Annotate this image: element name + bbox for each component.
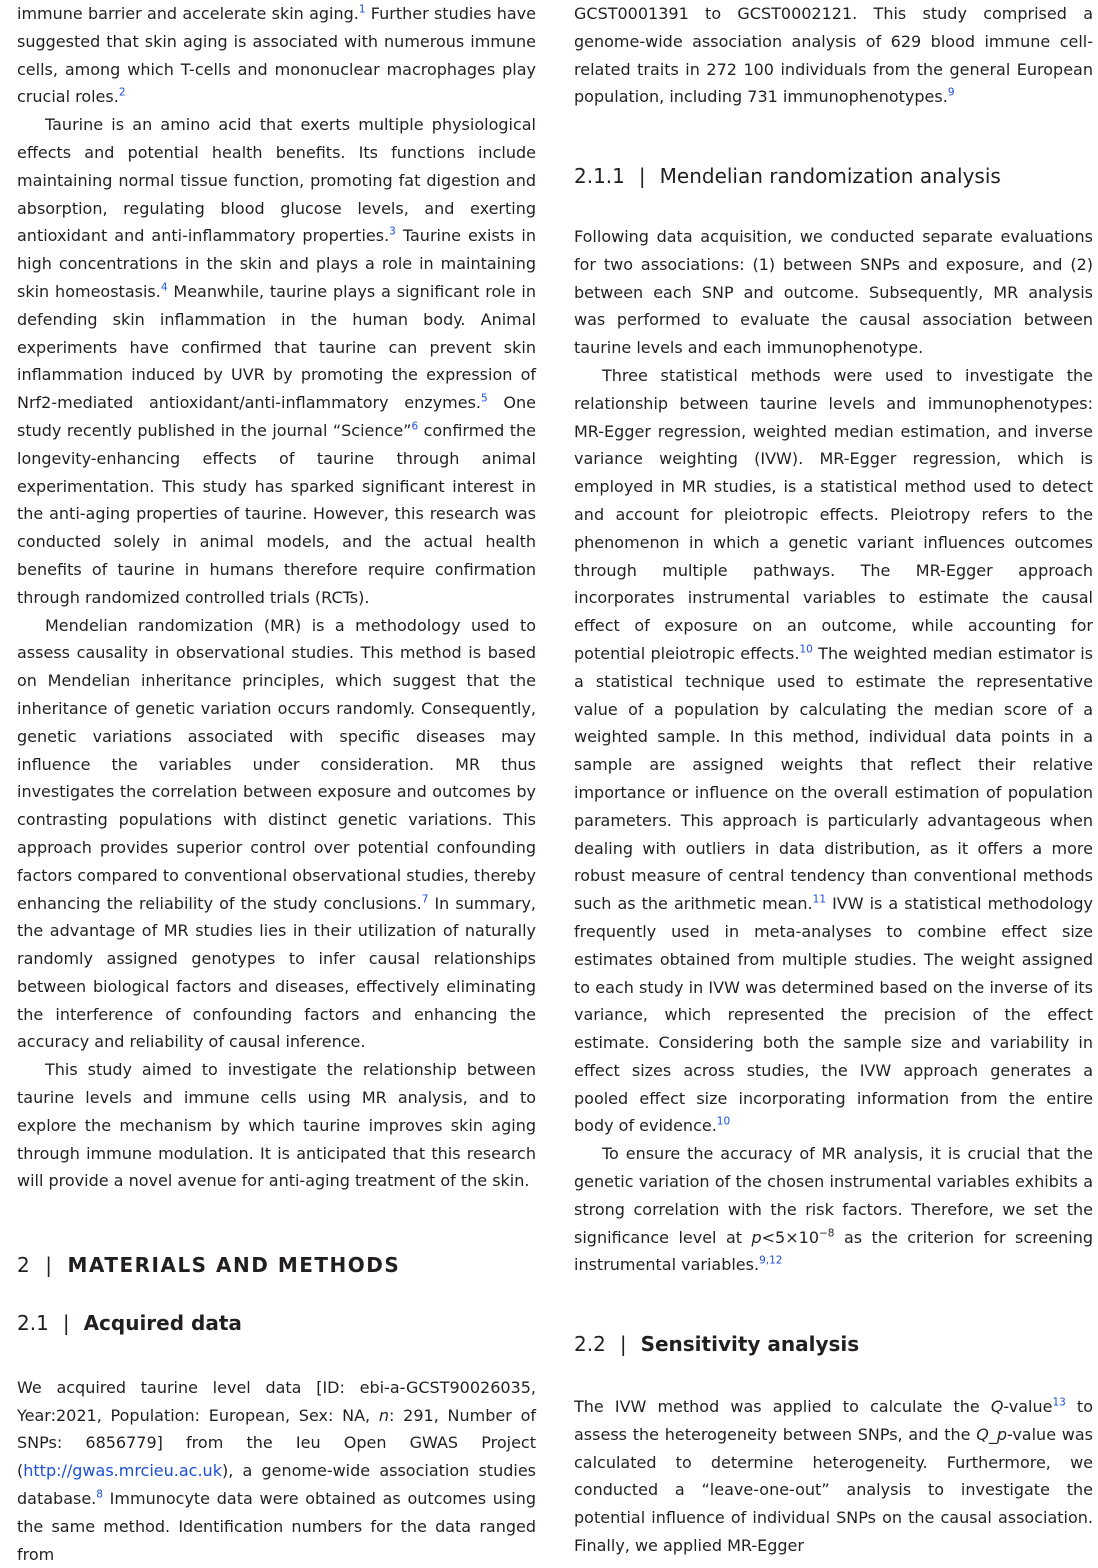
citation-link[interactable]: 8 [96, 1488, 103, 1501]
citation-link[interactable]: 11 [812, 893, 827, 906]
section-heading: 2 | MATERIALS AND METHODS [17, 1253, 401, 1278]
citation-link[interactable]: 3 [389, 226, 396, 239]
citation-link[interactable]: 1 [358, 3, 366, 16]
paragraph: This study aimed to investigate the relationship between taurine levels and immune cells using MR analysis, and to explore the mechanism by which taurine improves skin aging through immune modulation. It is anticipated that this research will provide a novel avenue for anti-aging treatment of the skin. [17, 1060, 536, 1191]
citation-link[interactable]: 4 [160, 281, 168, 294]
paragraph: Mendelian randomization (MR) is a methodology used to assess causality in observational studies. This method is based on Mendelian inheritance principles, which suggest that the inheritance of genetic variation occurs randomly. Consequently, genetic variations associated with specific diseases may influence the variables under consideration. MR thus investigates the correlation between exposure and outcomes by contrasting populations with distinct genetic variations. This approach provides superior control over potential confounding factors compared to conventional observational studies, thereby enhancing the reliability of the study conclusions.$^7$ In summary, the advantage of MR studies lies in their utilization of naturally randomly assigned genotypes to infer causal relationships between biological factors and diseases, effectively eliminating the interference of confounding factors and enhancing the accuracy and reliability of causal inference. [17, 615, 536, 1052]
subsection-heading: 2.2 | Sensitivity analysis [574, 1332, 860, 1357]
paragraph: To ensure the accuracy of MR analysis, it is crucial that the genetic variation of the chosen instrumental variables exhibits a strong correlation with the risk factors. Therefore, we set the significance level at $p<5\times 10^{-8}$ as the criterion for screening instrumental variables.$^{9,12}$ [574, 1144, 1093, 1275]
paragraph: The IVW method was applied to calculate the Q-value$^{13}$ to assess the heterogeneity between SNPs, and the Q_p-value was calculated to determine heterogeneity. Furthermore, we conducted a “leave-one-out” analysis to investigate the potential influence of individual SNPs on the causal association. Finally, we applied MR-Egger [574, 1396, 1094, 1556]
citation-link[interactable]: 9 [947, 87, 955, 100]
citation-link[interactable]: 7 [421, 893, 429, 906]
citation-link[interactable]: 10 [716, 1116, 731, 1129]
paragraph: Following data acquisition, we conducted separate evaluations for two associations: (1) between SNPs and exposure, and (2) between each SNP and outcome. Subsequently, MR analysis was performed to evaluate the causal association between taurine levels and each immunophenotype. [574, 226, 1093, 358]
citation-link[interactable]: 6 [411, 420, 419, 433]
subsubsection-heading: 2.1.1 | Mendelian randomization analysis [574, 164, 1001, 189]
citation-link[interactable]: 10 [799, 643, 813, 656]
right-column [574, 0, 1093, 1560]
external-link[interactable]: http://gwas.mrcieu.ac.uk [23, 1461, 222, 1481]
paragraph: Three statistical methods were used to investigate the relationship between taurine levels and immunophenotypes: MR-Egger regression, weighted median estimation, and inverse variance weighting (IVW). MR-Egger regression, which is employed in MR studies, is a statistical method used to detect and account for pleiotropic effects. Pleiotropy refers to the phenomenon in which a genetic variant influences outcomes through multiple pathways. The MR-Egger approach incorporates instrumental variables to estimate the causal effect of exposure on an outcome, while accounting for potential pleiotropic effects.$^{10}$ The weighted median estimator is a statistical technique used to estimate the representative value of a population by calculating the median score of a weighted sample. In this method, individual data points in a sample are assigned weights that reflect their relative importance or influence on the overall estimation of population parameters. This approach is particularly advantageous when dealing with outliers in data distribution, as it offers a more robust measure of central tendency than conventional methods such as the arithmetic mean.$^{11}$ IVW is a statistical methodology frequently used in meta-analyses to combine effect size estimates obtained from multiple studies. The weight assigned to each study in IVW was determined based on the inverse of its variance, which represented the precision of the effect estimate. Considering both the sample size and variability in effect sizes across studies, the IVW approach generates a pooled effect size incorporating information from the entire body of evidence.$^{10}$ [574, 365, 1094, 1136]
left-column [17, 0, 536, 1568]
paragraph: Taurine is an amino acid that exerts multiple physiological effects and potential health benefits. Its functions include maintaining normal tissue function, promoting fat digestion and absorption, regulating blood glucose levels, and exerting antioxidant and anti-inflammatory properties.$^3$ Taurine exists in high concentrations in the skin and plays a role in maintaining skin homeostasis.$^4$ Meanwhile, taurine plays a significant role in defending skin inflammation in the human body. Animal experiments have confirmed that taurine can prevent skin inflammation induced by UVR by promoting the expression of Nrf2-mediated antioxidant/anti-inflammatory enzymes.$^5$ One study recently published in the journal “Science”$^6$ confirmed the longevity-enhancing effects of taurine through animal experimentation. This study has sparked significant interest in the anti-aging properties of taurine. However, this research was conducted solely in animal models, and the actual health benefits of taurine in humans therefore require confirmation through randomized controlled trials (RCTs). [17, 115, 536, 607]
subsection-heading: 2.1 | Acquired data [17, 1311, 242, 1336]
citation-link[interactable]: 5 [481, 392, 488, 405]
paragraph: We acquired taurine level data [ID: ebi-a-GCST90026035, Year:2021, Population: European, Sex: NA, n: 291, Number of SNPs: 6856779] from the Ieu Open GWAS Project (http://gwas.mrcieu.ac.uk), a genome-wide association studies database.$^8$ Immunocyte data were obtained as outcomes using the same method. Identification numbers for the data ranged from [17, 1377, 537, 1564]
citation-link[interactable]: 9,12 [759, 1255, 783, 1268]
citation-link[interactable]: 2 [118, 87, 126, 100]
paragraph: GCST0001391 to GCST0002121. This study comprised a genome-wide association analysis of 629 blood immune cell-related traits in 272 100 individuals from the general European population, including 731 immunophenotypes.$^9$ [574, 4, 1093, 107]
paragraph: immune barrier and accelerate skin aging.$^1$ Further studies have suggested that skin aging is associated with numerous immune cells, among which T-cells and mononuclear macrophages play crucial roles.$^2$ [17, 3, 536, 107]
citation-link[interactable]: 13 [1052, 1396, 1066, 1409]
